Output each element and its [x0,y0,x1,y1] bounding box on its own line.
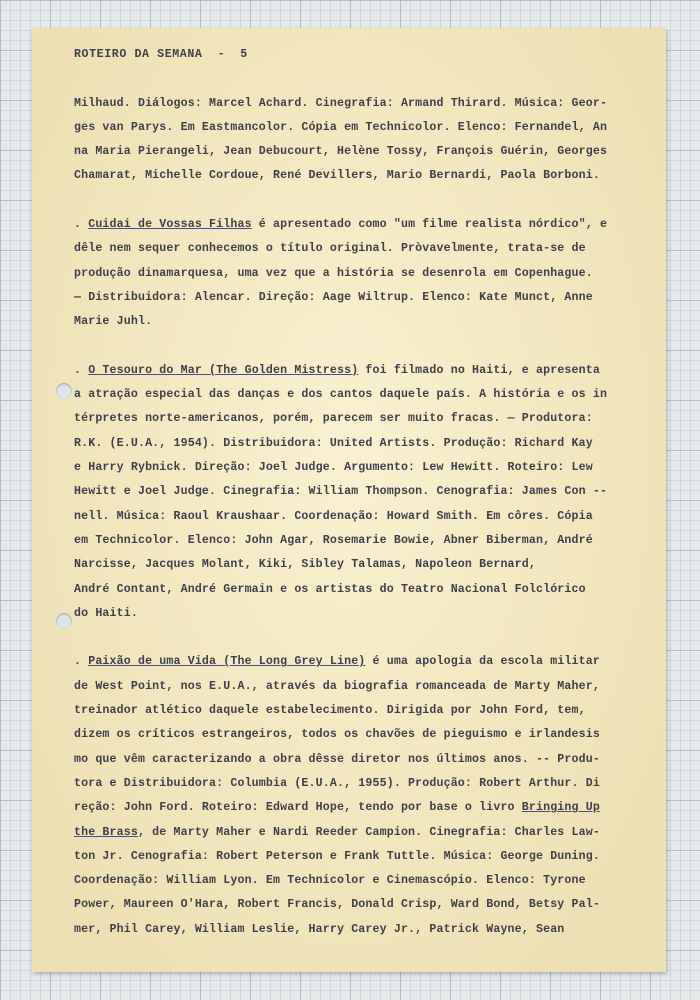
text-line [74,164,640,188]
text-segment: do Haiti. [74,606,138,620]
text-segment: — Distribuidora: Alencar. Direção: Aage Wiltrup. Elenco: Kate Munct, Anne [74,290,593,304]
punch-hole [56,613,72,629]
text-line [74,92,640,116]
text-segment: térpretes norte-americanos, porém, parecem ser muito fracas. — Produtora: [74,412,593,426]
text-line [74,553,640,577]
text-segment: , de Marty Maher e Nardi Reeder Campion. Cinegrafia: Charles Law- [137,825,600,839]
text-line [74,140,640,164]
page-header: ROTEIRO DA SEMANA - 5 [74,48,248,61]
punch-hole [56,383,72,399]
paragraph-gap [74,67,640,91]
text-line [74,237,640,261]
title-underlined: the Brass [74,825,138,839]
text-segment: é uma apologia da escola militar [365,655,600,669]
text-line [74,456,640,480]
text-segment: ton Jr. Cenografia: Robert Peterson e Frank Tuttle. Música: George Duning. [74,849,600,863]
text-line [74,432,640,456]
title-underlined: Paixão de uma Vida (The Long Grey Line) [88,655,366,669]
text-line [74,310,640,334]
text-segment: produção dinamarquesa, uma vez que a história se desenrola em Copenhague. [74,266,593,280]
text-line [74,748,640,772]
text-line [74,772,640,796]
body-text [74,67,640,942]
text-segment: é apresentado como "um filme realista nórdico", e [251,218,608,232]
title-underlined: O Tesouro do Mar (The Golden Mistress) [88,363,359,377]
text-line [74,383,640,407]
paragraph [74,359,640,626]
text-line [74,893,640,917]
text-segment: ges van Parys. Em Eastmancolor. Cópia em Technicolor. Elenco: Fernandel, An [74,120,608,134]
text-segment: Marie Juhl. [74,315,153,329]
text-line [74,578,640,602]
paragraph-gap [74,626,640,650]
text-segment: Narcisse, Jacques Molant, Kiki, Sibley Talamas, Napoleon Bernard, [74,558,536,572]
text-line [74,213,640,237]
text-line [74,480,640,504]
text-line [74,116,640,140]
paragraph-gap [74,335,640,359]
page-text [74,43,640,942]
text-line [74,359,640,383]
text-segment: de West Point, nos E.U.A., através da biografia romanceada de Marty Maher, [74,679,600,693]
text-line [74,675,640,699]
text-line [74,262,640,286]
text-segment: Milhaud. Diálogos: Marcel Achard. Cinegrafia: Armand Thirard. Música: Geor- [74,96,608,110]
text-segment: Coordenação: William Lyon. Em Technicolor e Cinemascópio. Elenco: Tyrone [74,874,586,888]
text-segment: . [74,218,89,232]
text-line [74,821,640,845]
text-segment: e Harry Rybnick. Direção: Joel Judge. Argumento: Lew Hewitt. Roteiro: Lew [74,461,593,475]
text-line [74,869,640,893]
text-line [74,918,640,942]
text-line [74,602,640,626]
text-segment: R.K. (E.U.A., 1954). Distribuidora: United Artists. Produção: Richard Kay [74,436,593,450]
text-segment: tora e Distribuidora: Columbia (E.U.A., 1955). Produção: Robert Arthur. Di [74,776,600,790]
paragraph [74,92,640,189]
text-segment: mo que vêm caracterizando a obra dêsse diretor nos últimos anos. -- Produ- [74,752,600,766]
typed-page [32,28,666,972]
text-segment: a atração especial das danças e dos cantos daquele país. A história e os in [74,388,608,402]
text-segment: André Contant, André Germain e os artistas do Teatro Nacional Folclórico [74,582,586,596]
text-segment: foi filmado no Haiti, e apresenta [358,363,600,377]
text-segment: treinador atlético daquele estabelecimento. Dirigida por John Ford, tem, [74,704,586,718]
text-segment: dêle nem sequer conhecemos o título original. Pròvavelmente, trata-se de [74,242,586,256]
text-segment: . [74,363,89,377]
text-segment: dizem os críticos estrangeiros, todos os chavões de pieguismo e irlandesis [74,728,600,742]
text-line [74,845,640,869]
paragraph-gap [74,189,640,213]
text-segment: nell. Música: Raoul Kraushaar. Coordenação: Howard Smith. Em côres. Cópia [74,509,593,523]
text-segment: reção: John Ford. Roteiro: Edward Hope, tendo por base o livro [74,801,522,815]
text-segment: mer, Phil Carey, William Leslie, Harry Carey Jr., Patrick Wayne, Sean [74,922,565,936]
text-segment: Chamarat, Michelle Cordoue, René Devillers, Mario Bernardi, Paola Borboni. [74,169,600,183]
title-underlined: Bringing Up [521,801,600,815]
text-line [74,796,640,820]
text-segment: na Maria Pierangeli, Jean Debucourt, Helène Tossy, François Guérin, Georges [74,145,608,159]
paragraph [74,650,640,942]
text-line [74,699,640,723]
text-line [74,529,640,553]
text-line [74,723,640,747]
text-line [74,286,640,310]
text-line [74,505,640,529]
text-segment: . [74,655,89,669]
paragraph [74,213,640,334]
text-line [74,650,640,674]
text-segment: Hewitt e Joel Judge. Cinegrafia: William Thompson. Cenografia: James Con -- [74,485,608,499]
text-segment: Power, Maureen O'Hara, Robert Francis, Donald Crisp, Ward Bond, Betsy Pal- [74,898,600,912]
title-underlined: Cuidai de Vossas Filhas [88,218,252,232]
text-segment: em Technicolor. Elenco: John Agar, Rosemarie Bowie, Abner Biberman, André [74,533,593,547]
text-line [74,407,640,431]
